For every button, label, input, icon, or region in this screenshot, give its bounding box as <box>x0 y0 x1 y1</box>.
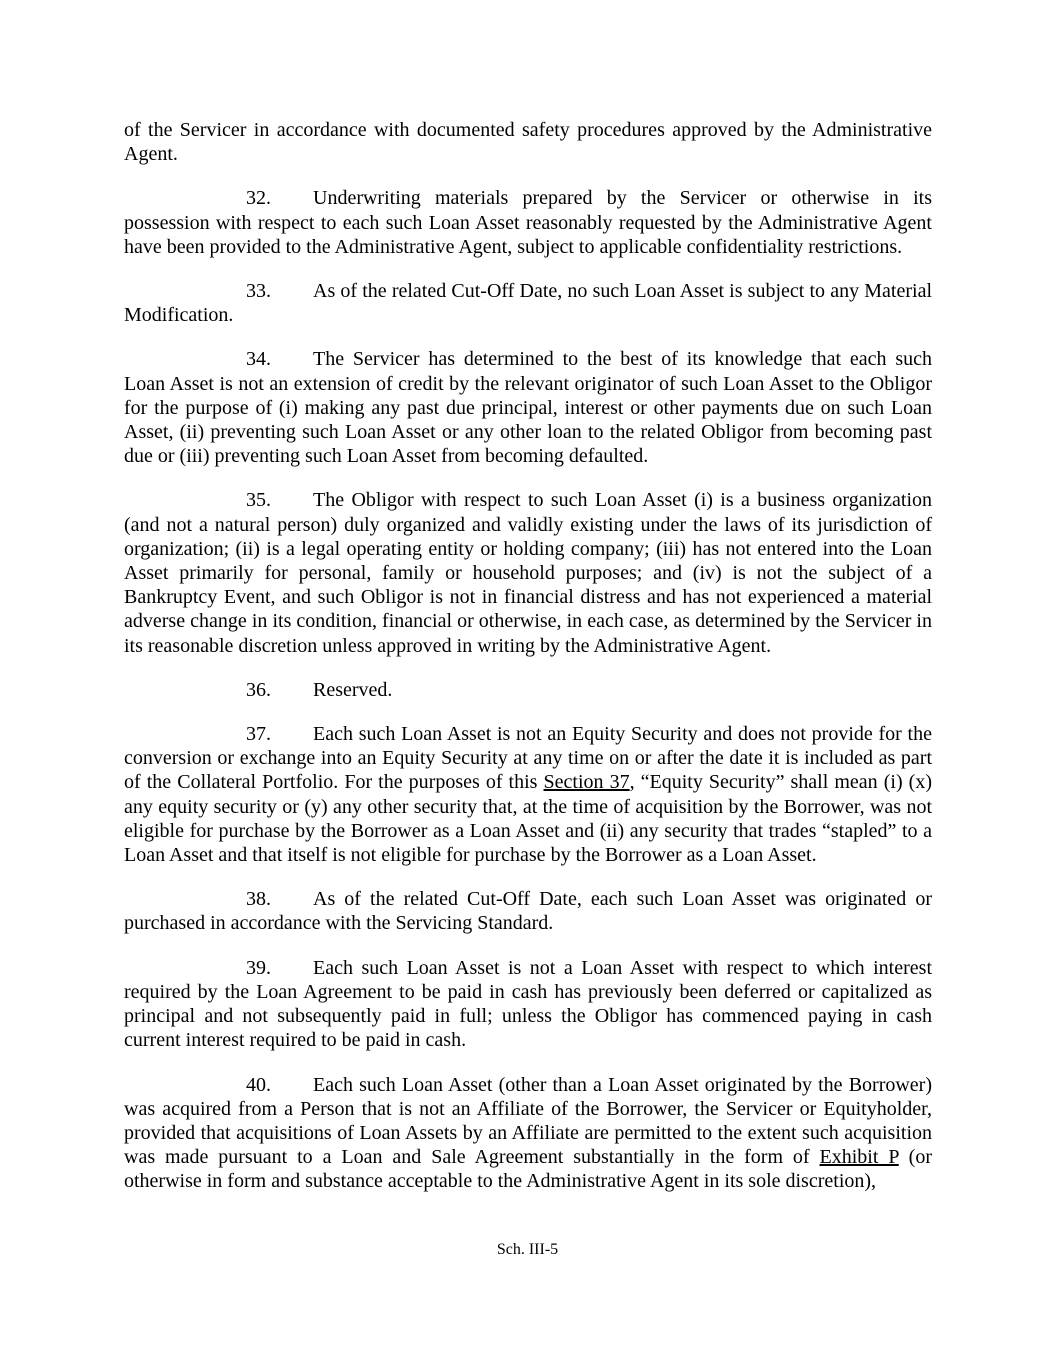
paragraph <box>124 722 932 867</box>
paragraph-number: 37. <box>246 723 271 746</box>
paragraph-text: Underwriting materials prepared by the Servicer or otherwise in its possession with respect to each such Loan Asset reasonably requested by the Administrative Agent have been provided to the Administrative Agent, subject to applicable confidentiality restrictions. <box>124 187 932 258</box>
paragraph-number: 40. <box>246 1073 271 1096</box>
paragraph <box>124 186 932 259</box>
page-footer-label: Sch. III-5 <box>496 1241 559 1258</box>
paragraph-number: 35. <box>246 489 271 512</box>
paragraph-text: of the Servicer in accordance with documented safety procedures approved by the Administrative Agent. <box>124 119 932 166</box>
paragraph-text: Each such Loan Asset is not an Equity Security and does not provide for the conversion or exchange into an Equity Security at any time on or after the date it is included as part of the Collateral Portfolio. For the purposes of this <box>124 723 932 794</box>
paragraph-text: The Servicer has determined to the best of its knowledge that each such Loan Asset is not an extension of credit by the relevant originator of such Loan Asset to the Obligor for the purpose of (i) making any past due principal, interest or other payments due on such Loan Asset, (ii) preventing such Loan Asset or any other loan to the related Obligor from becoming past due or (iii) preventing such Loan Asset from becoming defaulted. <box>124 348 932 468</box>
paragraph <box>124 279 932 327</box>
paragraph-number: 34. <box>246 348 271 371</box>
paragraph <box>124 347 932 468</box>
paragraph-number: 38. <box>246 888 271 911</box>
paragraph-text: As of the related Cut-Off Date, no such Loan Asset is subject to any Material Modification. <box>124 280 932 327</box>
paragraph <box>124 678 932 702</box>
paragraph <box>124 118 932 166</box>
paragraph-text: Reserved. <box>313 678 393 701</box>
paragraph-text: The Obligor with respect to such Loan Asset (i) is a business organization (and not a natural person) duly organized and validly existing under the laws of its jurisdiction of organization; (ii) is a legal operating entity or holding company; (iii) has not entered into the Loan Asset primarily for personal, family or household purposes; and (iv) is not the subject of a Bankruptcy Event, and such Obligor is not in financial distress and has not experienced a material adverse change in its condition, financial or otherwise, in each case, as determined by the Servicer in its reasonable discretion unless approved in writing by the Administrative Agent. <box>124 489 932 657</box>
paragraph-text: , “Equity Security” shall mean (i) (x) any equity security or (y) any other security that, at the time of acquisition by the Borrower, was not eligible for purchase by the Borrower as a Loan Asset and (ii) any security that trades “stapled” to a Loan Asset and that itself is not eligible for purchase by the Borrower as a Loan Asset. <box>124 771 932 867</box>
paragraph-number: 39. <box>246 956 271 979</box>
underlined-reference: Exhibit P <box>819 1146 899 1169</box>
paragraph-text: As of the related Cut-Off Date, each such Loan Asset was originated or purchased in accordance with the Servicing Standard. <box>124 888 932 935</box>
underlined-reference: Section 37 <box>543 771 630 794</box>
paragraph <box>124 956 932 1053</box>
paragraph-number: 36. <box>246 678 271 701</box>
document-body <box>124 118 932 1214</box>
paragraph-text: Each such Loan Asset (other than a Loan Asset originated by the Borrower) was acquired from a Person that is not an Affiliate of the Borrower, the Servicer or Equityholder, provided that acquisitions of Loan Assets by an Affiliate are permitted to the extent such acquisition was made pursuant to a Loan and Sale Agreement substantially in the form of <box>124 1073 932 1169</box>
paragraph <box>124 488 932 657</box>
paragraph <box>124 887 932 935</box>
paragraph-number: 33. <box>246 280 271 303</box>
paragraph-number: 32. <box>246 187 271 210</box>
paragraph-text: (or otherwise in form and substance acceptable to the Administrative Agent in its sole discretion), <box>124 1146 932 1193</box>
paragraph-text: Each such Loan Asset is not a Loan Asset with respect to which interest required by the Loan Agreement to be paid in cash has previously been deferred or capitalized as principal and not subsequently paid in full; unless the Obligor has commenced paying in cash current interest required to be paid in cash. <box>124 956 932 1052</box>
paragraph <box>124 1073 932 1194</box>
